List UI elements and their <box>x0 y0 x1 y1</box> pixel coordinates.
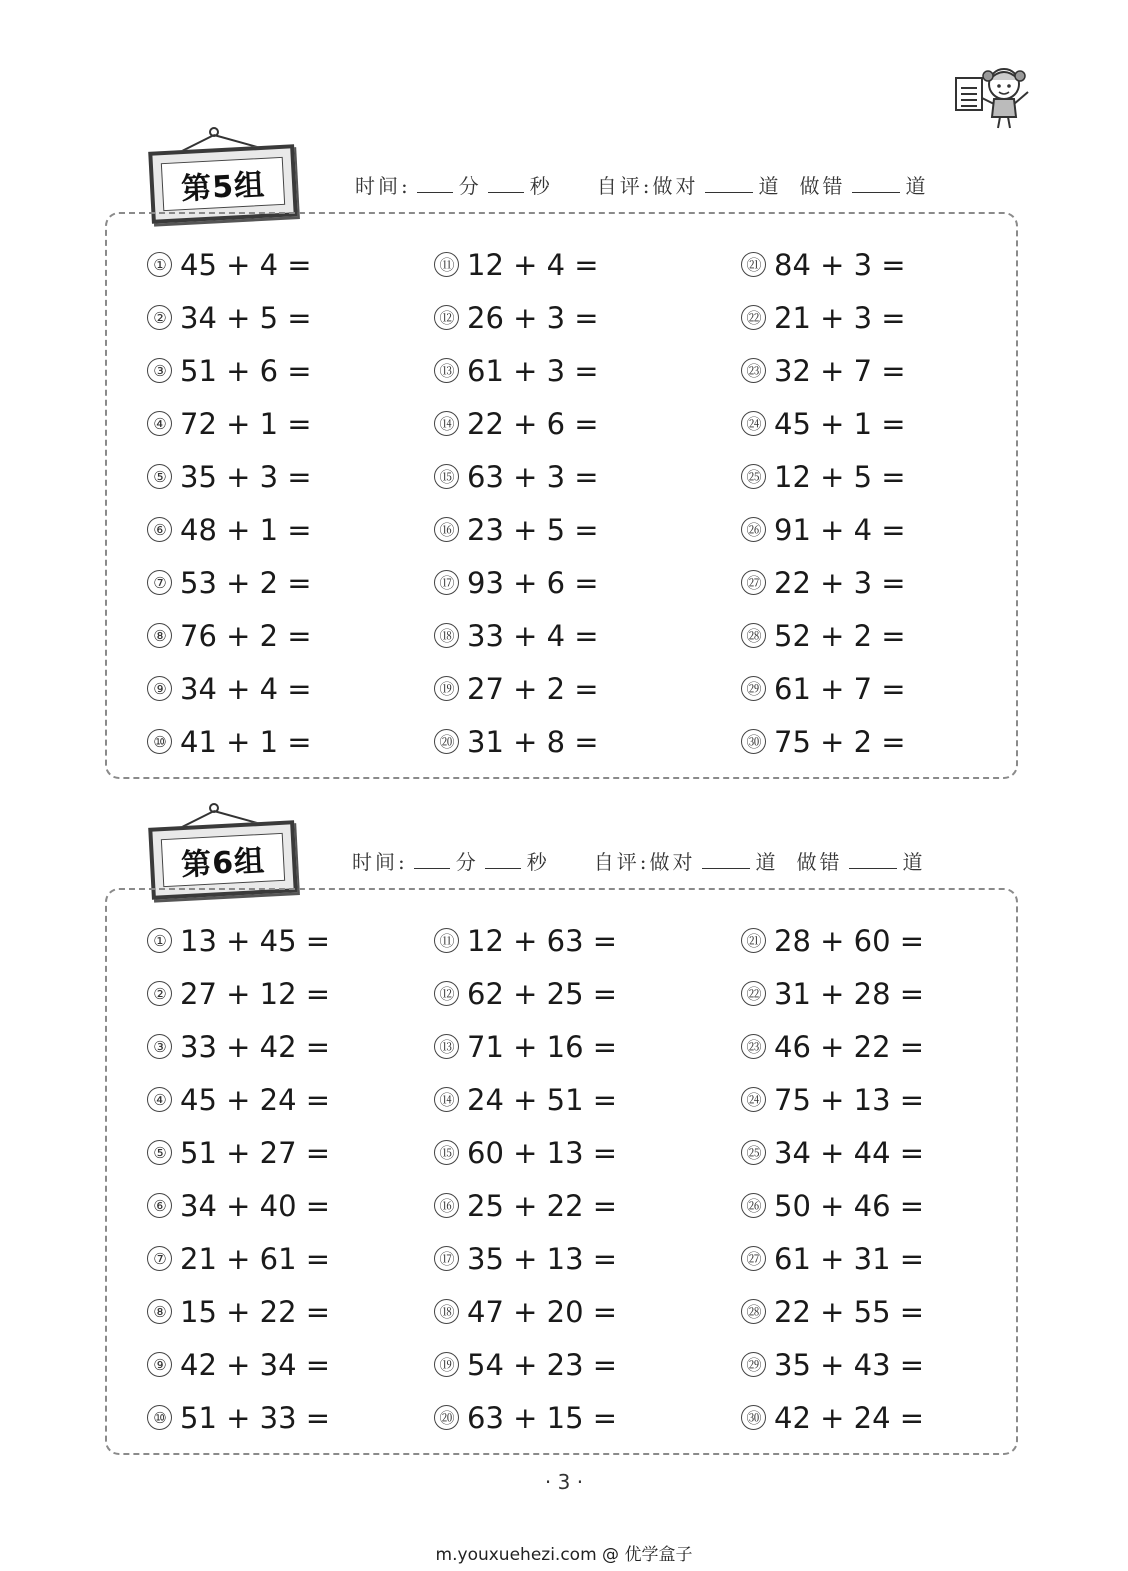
problem-expression: 13 + 45 = <box>180 923 331 958</box>
timing-and-self-evaluation: 时间: 分 秒 自评:做对 道 做错 道 <box>355 174 929 198</box>
problem-item <box>434 609 599 662</box>
problem-expression: 34 + 40 = <box>180 1188 331 1223</box>
group-6-title-sign <box>150 802 298 884</box>
problem-expression: 35 + 43 = <box>774 1347 925 1382</box>
problem-item <box>434 914 617 967</box>
problem-expression: 45 + 4 = <box>180 247 312 282</box>
problem-item <box>741 1338 924 1391</box>
problem-item <box>147 291 312 344</box>
problem-number: ㉙ <box>741 676 766 701</box>
problem-number: ㉚ <box>741 729 766 754</box>
problem-item <box>147 344 312 397</box>
problem-number: ㉙ <box>741 1352 766 1377</box>
problem-column-3 <box>741 238 906 768</box>
problem-expression: 51 + 27 = <box>180 1135 331 1170</box>
problem-expression: 76 + 2 = <box>180 618 312 653</box>
problem-item <box>147 1073 330 1126</box>
problem-number: ⑱ <box>434 623 459 648</box>
problem-item <box>147 556 312 609</box>
problem-expression: 27 + 12 = <box>180 976 331 1011</box>
group-title: 第6组 <box>180 843 266 884</box>
problem-number: ㉒ <box>741 305 766 330</box>
problem-expression: 93 + 6 = <box>467 565 599 600</box>
problem-item <box>147 1020 330 1073</box>
problem-item <box>434 715 599 768</box>
problem-number: ㉖ <box>741 517 766 542</box>
problem-expression: 50 + 46 = <box>774 1188 925 1223</box>
problem-item <box>434 1232 617 1285</box>
problem-expression: 60 + 13 = <box>467 1135 618 1170</box>
problem-expression: 84 + 3 = <box>774 247 906 282</box>
mascot-girl-illustration <box>952 62 1034 132</box>
problem-item <box>741 1285 924 1338</box>
problem-number: ㉕ <box>741 1140 766 1165</box>
problem-expression: 45 + 24 = <box>180 1082 331 1117</box>
problem-expression: 31 + 28 = <box>774 976 925 1011</box>
problem-item <box>741 344 906 397</box>
problem-expression: 34 + 5 = <box>180 300 312 335</box>
problem-item <box>741 450 906 503</box>
problem-number: ⑫ <box>434 305 459 330</box>
minutes-blank[interactable] <box>414 864 450 869</box>
problem-item <box>147 1232 330 1285</box>
problem-item <box>741 609 906 662</box>
problem-expression: 62 + 25 = <box>467 976 618 1011</box>
problem-number: ③ <box>147 358 172 383</box>
problem-expression: 34 + 4 = <box>180 671 312 706</box>
problem-expression: 35 + 13 = <box>467 1241 618 1276</box>
problem-item <box>434 450 599 503</box>
problem-expression: 71 + 16 = <box>467 1029 618 1064</box>
problem-expression: 22 + 3 = <box>774 565 906 600</box>
problem-item <box>147 1338 330 1391</box>
problem-item <box>147 503 312 556</box>
problem-number: ⑳ <box>434 1405 459 1430</box>
problem-item <box>434 967 617 1020</box>
problem-expression: 33 + 4 = <box>467 618 599 653</box>
problem-expression: 51 + 6 = <box>180 353 312 388</box>
problem-expression: 61 + 31 = <box>774 1241 925 1276</box>
problem-number: ⑲ <box>434 1352 459 1377</box>
problem-expression: 27 + 2 = <box>467 671 599 706</box>
problem-number: ⑯ <box>434 517 459 542</box>
problem-item <box>741 967 924 1020</box>
problem-expression: 48 + 1 = <box>180 512 312 547</box>
problem-expression: 63 + 15 = <box>467 1400 618 1435</box>
problem-item <box>147 1126 330 1179</box>
problem-item <box>434 1285 617 1338</box>
problem-item <box>741 662 906 715</box>
problem-item <box>434 291 599 344</box>
problem-number: ③ <box>147 1034 172 1059</box>
problem-expression: 12 + 5 = <box>774 459 906 494</box>
problem-expression: 28 + 60 = <box>774 923 925 958</box>
wrong-count-blank[interactable] <box>852 188 900 193</box>
problem-item <box>434 397 599 450</box>
problem-number: ⑦ <box>147 1246 172 1271</box>
problem-number: ① <box>147 252 172 277</box>
seconds-blank[interactable] <box>488 188 524 193</box>
problem-number: ⑥ <box>147 1193 172 1218</box>
minutes-blank[interactable] <box>417 188 453 193</box>
problem-expression: 53 + 2 = <box>180 565 312 600</box>
problem-number: ⑤ <box>147 1140 172 1165</box>
problem-number: ⑧ <box>147 623 172 648</box>
problem-number: ㉔ <box>741 1087 766 1112</box>
problem-number: ⑥ <box>147 517 172 542</box>
problem-number: ㉘ <box>741 1299 766 1324</box>
problem-item <box>434 503 599 556</box>
problem-item <box>741 503 906 556</box>
problem-item <box>434 1073 617 1126</box>
problem-number: ⑯ <box>434 1193 459 1218</box>
problem-number: ⑮ <box>434 1140 459 1165</box>
group-title: 第5组 <box>180 167 266 208</box>
problem-expression: 22 + 55 = <box>774 1294 925 1329</box>
problem-item <box>434 1126 617 1179</box>
problem-item <box>147 609 312 662</box>
problem-number: ㉕ <box>741 464 766 489</box>
problem-item <box>741 556 906 609</box>
problem-item <box>434 556 599 609</box>
problem-expression: 72 + 1 = <box>180 406 312 441</box>
problem-number: ① <box>147 928 172 953</box>
problem-number: ⑭ <box>434 1087 459 1112</box>
problem-item <box>434 1338 617 1391</box>
problem-expression: 23 + 5 = <box>467 512 599 547</box>
problem-number: ⑭ <box>434 411 459 436</box>
problem-expression: 25 + 22 = <box>467 1188 618 1223</box>
problem-expression: 75 + 2 = <box>774 724 906 759</box>
problem-expression: 42 + 34 = <box>180 1347 331 1382</box>
problem-number: ⑬ <box>434 358 459 383</box>
problem-number: ㉒ <box>741 981 766 1006</box>
problem-expression: 61 + 7 = <box>774 671 906 706</box>
timing-and-self-evaluation: 时间: 分 秒 自评:做对 道 做错 道 <box>352 850 926 874</box>
problem-number: ⑬ <box>434 1034 459 1059</box>
problem-expression: 91 + 4 = <box>774 512 906 547</box>
problem-expression: 51 + 33 = <box>180 1400 331 1435</box>
problem-item <box>741 1232 924 1285</box>
problem-item <box>741 291 906 344</box>
page-number: · 3 · <box>544 1470 584 1494</box>
problem-number: ⑩ <box>147 1405 172 1430</box>
problem-number: ⑩ <box>147 729 172 754</box>
problem-number: ⑲ <box>434 676 459 701</box>
problem-expression: 33 + 42 = <box>180 1029 331 1064</box>
problem-item <box>741 914 924 967</box>
problem-expression: 24 + 51 = <box>467 1082 618 1117</box>
problem-item <box>147 238 312 291</box>
problem-number: ⑧ <box>147 1299 172 1324</box>
problem-number: ⑨ <box>147 676 172 701</box>
problem-expression: 12 + 4 = <box>467 247 599 282</box>
problem-item <box>147 1179 330 1232</box>
problem-expression: 46 + 22 = <box>774 1029 925 1064</box>
problem-number: ② <box>147 305 172 330</box>
problem-number: ㉖ <box>741 1193 766 1218</box>
problem-number: ⑪ <box>434 928 459 953</box>
problem-expression: 75 + 13 = <box>774 1082 925 1117</box>
problem-item <box>434 662 599 715</box>
problem-expression: 45 + 1 = <box>774 406 906 441</box>
problem-item <box>741 1179 924 1232</box>
problem-expression: 31 + 8 = <box>467 724 599 759</box>
problem-expression: 41 + 1 = <box>180 724 312 759</box>
problem-expression: 22 + 6 = <box>467 406 599 441</box>
problem-number: ⑳ <box>434 729 459 754</box>
problem-item <box>147 914 330 967</box>
problem-expression: 47 + 20 = <box>467 1294 618 1329</box>
problem-number: ㉔ <box>741 411 766 436</box>
problem-item <box>434 238 599 291</box>
problem-item <box>147 662 312 715</box>
problem-expression: 42 + 24 = <box>774 1400 925 1435</box>
problem-item <box>741 1126 924 1179</box>
wrong-count-blank[interactable] <box>849 864 897 869</box>
problem-number: ⑤ <box>147 464 172 489</box>
problem-number: ⑦ <box>147 570 172 595</box>
problem-expression: 21 + 3 = <box>774 300 906 335</box>
problem-expression: 54 + 23 = <box>467 1347 618 1382</box>
problem-item <box>434 1391 617 1444</box>
problem-item <box>741 397 906 450</box>
correct-count-blank[interactable] <box>702 864 750 869</box>
problem-item <box>741 1073 924 1126</box>
problem-number: ㉘ <box>741 623 766 648</box>
problem-number: ㉚ <box>741 1405 766 1430</box>
problem-number: ⑫ <box>434 981 459 1006</box>
problem-expression: 63 + 3 = <box>467 459 599 494</box>
problem-item <box>147 967 330 1020</box>
problem-column-1 <box>147 914 330 1444</box>
problem-item <box>147 1391 330 1444</box>
problem-column-3 <box>741 914 924 1444</box>
problem-number: ⑮ <box>434 464 459 489</box>
problem-column-2 <box>434 238 599 768</box>
problem-item <box>741 1020 924 1073</box>
problem-number: ㉗ <box>741 570 766 595</box>
problem-item <box>741 238 906 291</box>
problem-expression: 34 + 44 = <box>774 1135 925 1170</box>
problem-expression: 52 + 2 = <box>774 618 906 653</box>
problem-number: ⑱ <box>434 1299 459 1324</box>
problem-number: ㉑ <box>741 252 766 277</box>
problem-expression: 35 + 3 = <box>180 459 312 494</box>
problem-number: ⑪ <box>434 252 459 277</box>
problem-number: ㉑ <box>741 928 766 953</box>
group-5-title-sign <box>150 126 298 208</box>
problem-number: ⑰ <box>434 570 459 595</box>
problem-number: ② <box>147 981 172 1006</box>
problem-item <box>147 715 312 768</box>
problem-number: ㉓ <box>741 358 766 383</box>
footer-source: m.youxuehezi.com @ 优学盒子 <box>435 1545 693 1565</box>
problem-expression: 15 + 22 = <box>180 1294 331 1329</box>
problem-expression: 12 + 63 = <box>467 923 618 958</box>
problem-column-2 <box>434 914 617 1444</box>
problem-number: ⑰ <box>434 1246 459 1271</box>
correct-count-blank[interactable] <box>705 188 753 193</box>
problem-expression: 21 + 61 = <box>180 1241 331 1276</box>
problem-expression: 61 + 3 = <box>467 353 599 388</box>
problem-column-1 <box>147 238 312 768</box>
problem-number: ④ <box>147 1087 172 1112</box>
problem-number: ⑨ <box>147 1352 172 1377</box>
problem-item <box>434 1179 617 1232</box>
problem-item <box>741 715 906 768</box>
problem-item <box>147 397 312 450</box>
problem-number: ㉓ <box>741 1034 766 1059</box>
problem-number: ④ <box>147 411 172 436</box>
problem-expression: 32 + 7 = <box>774 353 906 388</box>
problem-item <box>147 450 312 503</box>
problem-number: ㉗ <box>741 1246 766 1271</box>
problem-expression: 26 + 3 = <box>467 300 599 335</box>
problem-item <box>434 1020 617 1073</box>
problem-item <box>434 344 599 397</box>
problem-item <box>147 1285 330 1338</box>
seconds-blank[interactable] <box>485 864 521 869</box>
problem-item <box>741 1391 924 1444</box>
